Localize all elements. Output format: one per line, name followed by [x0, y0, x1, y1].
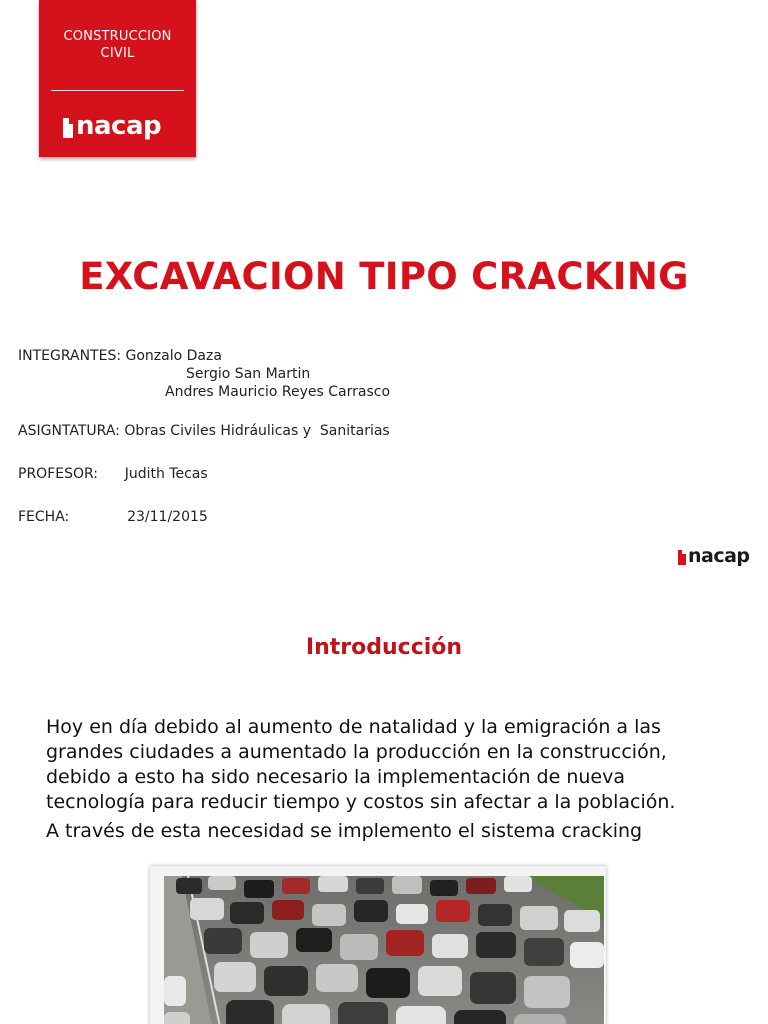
logo-mark-icon [678, 550, 686, 565]
logo-mark-icon [63, 118, 73, 138]
section-title: Introducción [305, 635, 463, 660]
integrantes-line-3: Andres Mauricio Reyes Carrasco [165, 384, 391, 400]
logo-text: nacap [688, 545, 750, 567]
intro-paragraph-1: Hoy en día debido al aumento de natalidad y la emigración a las grandes ciudades a aumentado la producción en la construcción, debido a esto ha sido necesario la implementación de nueva tecnología para reducir tiempo y costos sin afectar a la población. [46, 716, 676, 813]
intro-paragraph-2: A través de esta necesidad se implemento el sistema cracking [46, 820, 643, 842]
integrantes-line-2: Sergio San Martin [186, 366, 311, 382]
traffic-jam-photo-icon [164, 876, 604, 1024]
brand-tag [39, 0, 196, 157]
page-title: EXCAVACION TIPO CRACKING [79, 255, 689, 298]
logo-text: nacap [76, 111, 162, 141]
inacap-logo-small [678, 545, 750, 567]
department-label: CONSTRUCCION CIVIL [63, 29, 172, 61]
integrantes-line-1: INTEGRANTES: Gonzalo Daza [18, 348, 222, 364]
divider [51, 90, 184, 91]
intro-text [46, 715, 726, 848]
asignatura-line: ASIGNTATURA: Obras Civiles Hidráulicas y Sanitarias [18, 423, 390, 439]
fecha-line: FECHA: 23/11/2015 [18, 509, 208, 525]
traffic-photo [150, 866, 606, 1024]
profesor-line: PROFESOR: Judith Tecas [18, 466, 208, 482]
inacap-logo [63, 111, 161, 141]
